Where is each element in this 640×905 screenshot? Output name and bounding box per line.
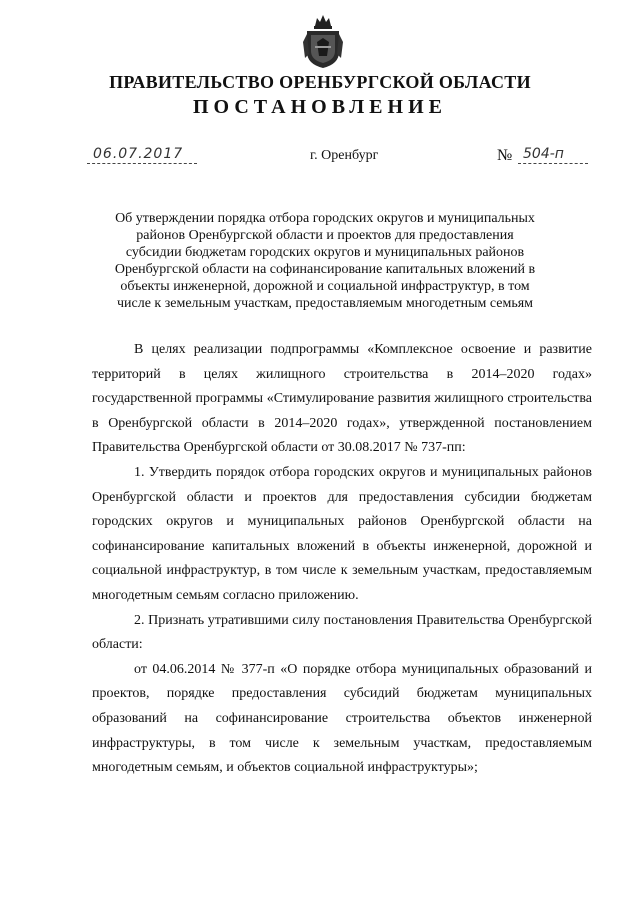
date-underline xyxy=(87,163,197,164)
body-paragraph: от 04.06.2014 № 377-п «О порядке отбора муниципальных образований и проектов, порядке предоставления субсидий бюджетам муниципальных образований на софинансирование строительства объектов инженерной инфраструктуры, в том числе к земельным участкам, предоставляемым многодетным семьям, и объектов социальной инфраструктуры»; xyxy=(92,661,592,776)
number-underline xyxy=(518,163,588,164)
body-paragraph: В целях реализации подпрограммы «Комплексное освоение и развитие территорий в целях жилищного строительства в 2014–2020 годах» государственной программы «Стимулирование развития жилищного строительства в Оренбургской области в 2014–2020 годах», утвержденной постановлением Правительства Оренбургской области от 30.08.2017 № 737-пп: xyxy=(92,342,592,456)
document-date: 06.07.2017 xyxy=(93,146,184,162)
document-city: г. Оренбург xyxy=(310,148,379,163)
document-type: ПОСТАНОВЛЕНИЕ xyxy=(193,96,447,118)
body-paragraph: 1. Утвердить порядок отбора городских округов и муниципальных районов Оренбургской области и проектов для предоставления субсидии бюджетам городских округов и муниципальных районов Оренбургской области на софинансирование капитальных вложений в объекты инженерной, дорожной и социальной инфраструктур, в том числе к земельным участкам, предоставляемым многодетным семьям согласно приложению. xyxy=(92,464,592,603)
government-name: ПРАВИТЕЛЬСТВО ОРЕНБУРГСКОЙ ОБЛАСТИ xyxy=(109,72,531,92)
body-paragraph: 2. Признать утратившими силу постановления Правительства Оренбургской области: xyxy=(92,612,592,653)
document-body xyxy=(92,338,592,781)
coat-of-arms-emblem xyxy=(303,12,343,70)
document-number: 504-п xyxy=(523,146,564,162)
number-label: № xyxy=(497,147,513,164)
document-title: Об утверждении порядка отбора городских округов и муниципальных районов Оренбургской области и проектов для предоставления субсидии бюджетам городских округов и муниципальных районов Оренбургской области на софинансирование капитальных вложений в объекты инженерной, дорожной и социальной инфраструктур, в том числе к земельным участкам, предоставляемым многодетным семьям xyxy=(114,211,536,311)
